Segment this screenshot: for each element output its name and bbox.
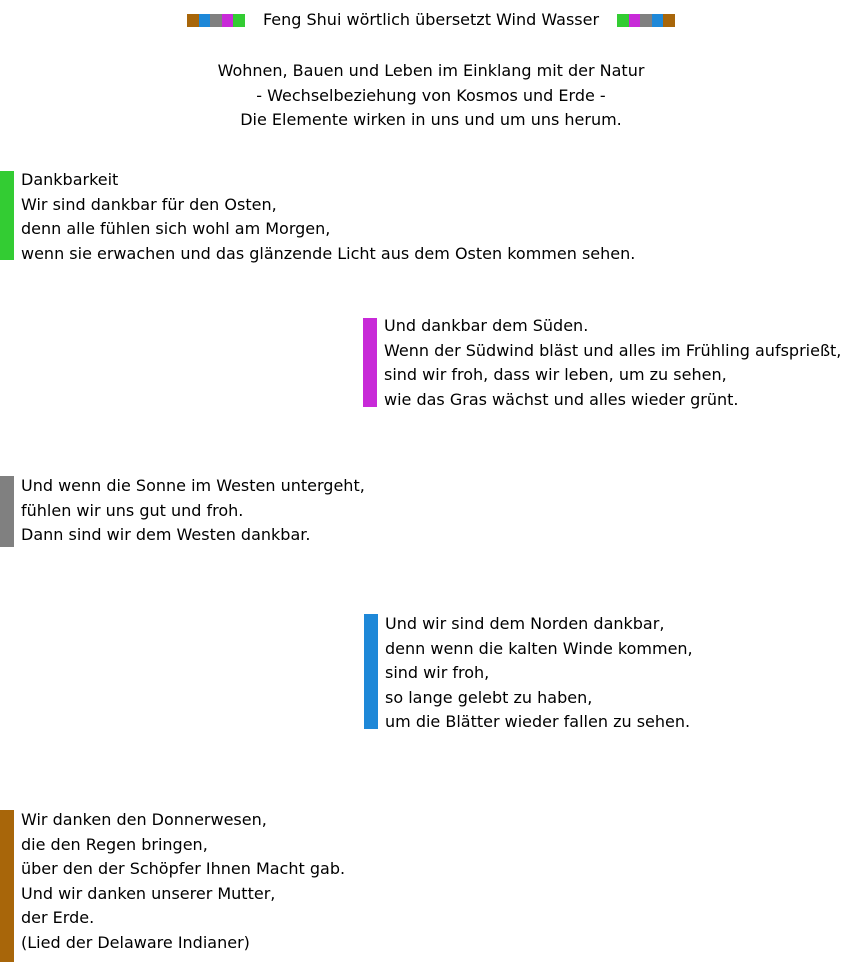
verse-line: die den Regen bringen,	[21, 834, 208, 854]
verse-line: Wir sind dankbar für den Osten,	[21, 194, 277, 214]
verse-line: sind wir froh,	[385, 663, 490, 682]
verse-color-bar	[0, 476, 14, 547]
verse-color-bar	[364, 614, 378, 729]
title-row	[0, 10, 862, 30]
verse-color-bar	[0, 171, 14, 260]
verse-line: der Erde.	[21, 908, 95, 927]
verse-line: fühlen wir uns gut und froh.	[21, 500, 244, 520]
swatch-brown	[187, 14, 199, 27]
verse-line: wie das Gras wächst und alles wieder grünt.	[384, 389, 739, 409]
verse-line: Wenn der Südwind bläst und alles im Frühling aufsprießt,	[384, 340, 842, 360]
verse-west	[21, 474, 365, 548]
verse-line: so lange gelebt zu haben,	[385, 687, 593, 707]
verse-line: Und wenn die Sonne im Westen untergeht,	[21, 476, 365, 495]
swatch-green	[617, 14, 629, 27]
swatch-magenta	[222, 14, 234, 27]
subtitle-line: Die Elemente wirken in uns und um uns herum.	[240, 110, 622, 129]
swatch-blue	[199, 14, 211, 27]
subtitle-line: Wohnen, Bauen und Leben im Einklang mit der Natur	[217, 61, 645, 80]
verse-line: Dann sind wir dem Westen dankbar.	[21, 525, 311, 544]
swatch-magenta	[629, 14, 641, 27]
subtitle	[0, 59, 862, 133]
verse-earth	[21, 808, 345, 955]
page-title: Feng Shui wörtlich übersetzt Wind Wasser	[262, 10, 600, 29]
verse-line: wenn sie erwachen und das glänzende Licht aus dem Osten kommen sehen.	[21, 243, 636, 263]
verse-line: Und wir danken unserer Mutter,	[21, 883, 276, 903]
swatch-gray	[640, 14, 652, 27]
verse-east	[21, 168, 635, 266]
verse-line: Und dankbar dem Süden.	[384, 316, 589, 335]
subtitle-line: - Wechselbeziehung von Kosmos und Erde -	[256, 85, 606, 105]
page-header	[0, 10, 862, 133]
swatch-gray	[210, 14, 222, 27]
verse-north	[385, 612, 693, 735]
verse-color-bar	[363, 318, 377, 407]
left-color-swatches	[187, 14, 245, 27]
verse-line: sind wir froh, dass wir leben, um zu sehen,	[384, 365, 727, 384]
verse-line: denn alle fühlen sich wohl am Morgen,	[21, 219, 331, 238]
verse-line: (Lied der Delaware Indianer)	[21, 932, 250, 952]
swatch-blue	[652, 14, 664, 27]
verse-line: Dankbarkeit	[21, 170, 119, 189]
verse-line: über den der Schöpfer Ihnen Macht gab.	[21, 859, 346, 878]
verse-color-bar	[0, 810, 14, 962]
verse-south	[384, 314, 841, 412]
verse-line: um die Blätter wieder fallen zu sehen.	[385, 712, 691, 731]
verse-line: Wir danken den Donnerwesen,	[21, 810, 267, 829]
verse-line: Und wir sind dem Norden dankbar,	[385, 614, 665, 633]
swatch-brown	[663, 14, 675, 27]
verse-line: denn wenn die kalten Winde kommen,	[385, 638, 693, 658]
right-color-swatches	[617, 14, 675, 27]
swatch-green	[233, 14, 245, 27]
